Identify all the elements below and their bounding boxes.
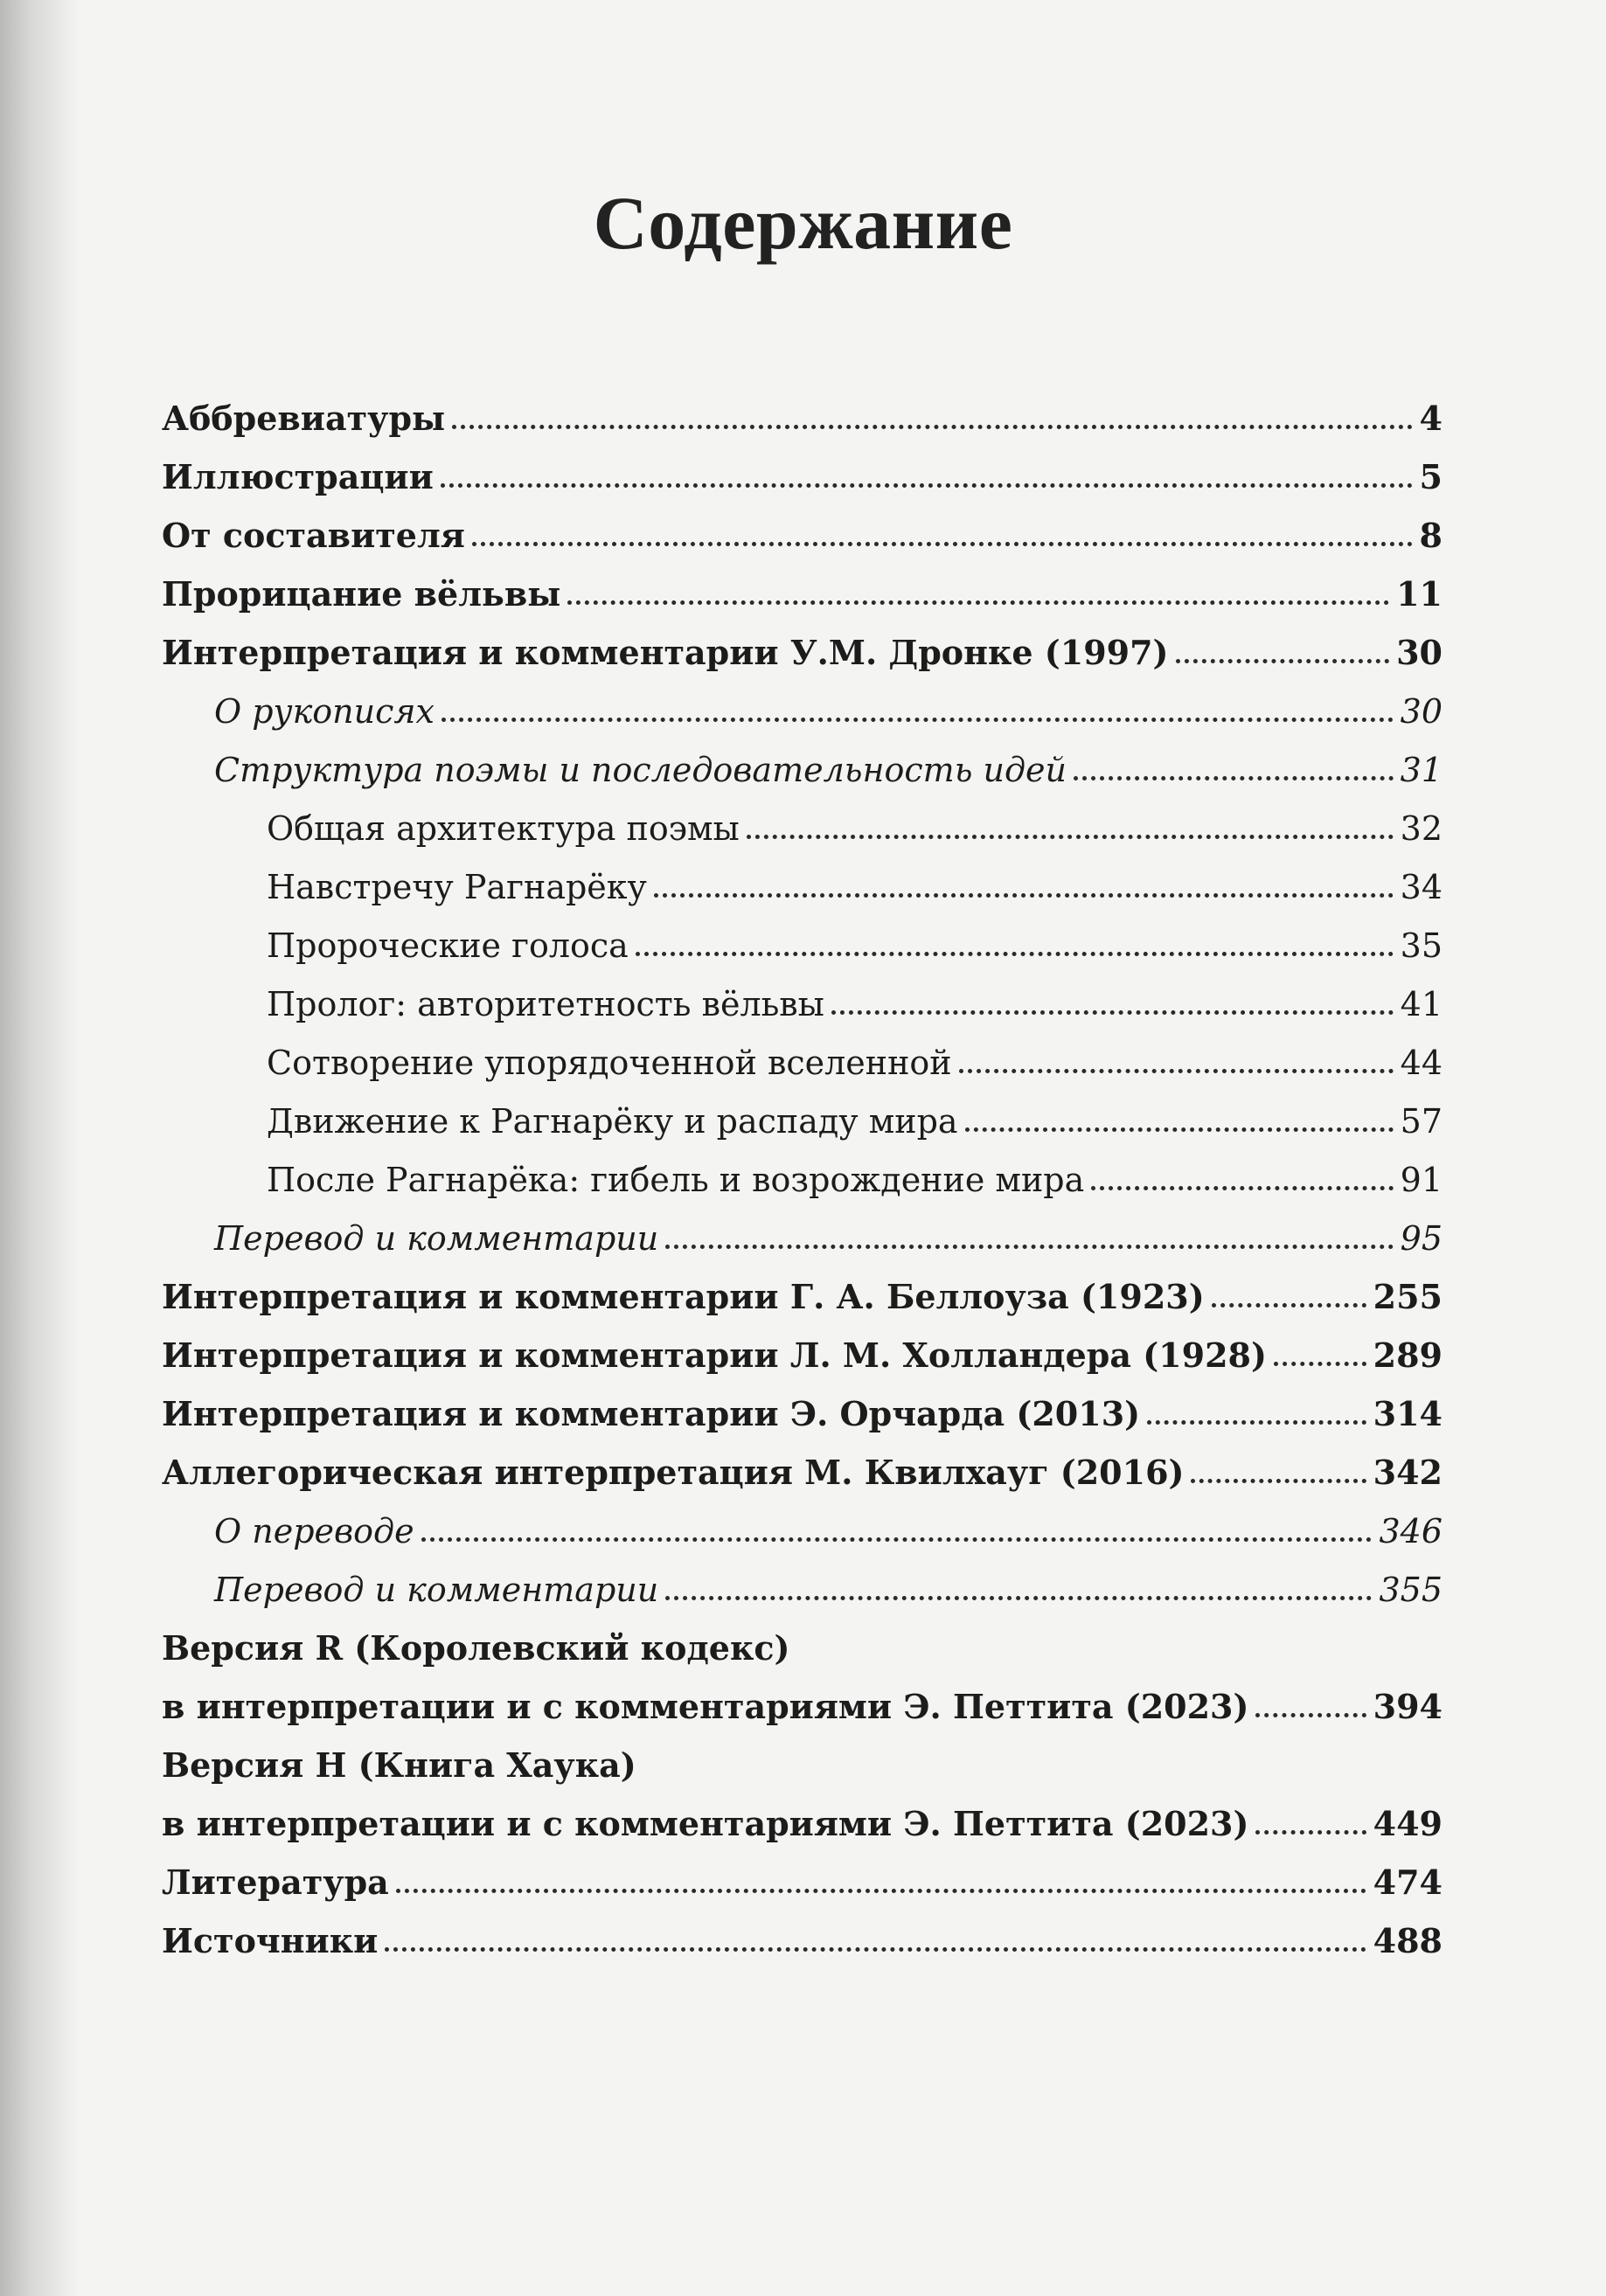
- toc-entry-label: Пролог: авторитетность вёльвы: [267, 985, 824, 1023]
- toc-entry: [267, 790, 1443, 849]
- toc-entry: [214, 1493, 1443, 1551]
- toc-entry-label: Прорицание вёльвы: [162, 574, 561, 614]
- dot-leader: [959, 1069, 1394, 1073]
- toc-entry: [214, 732, 1443, 790]
- toc-page-number: 449: [1373, 1804, 1443, 1843]
- dot-leader: [396, 1889, 1366, 1893]
- dot-leader: [567, 600, 1389, 605]
- toc-entry: [267, 966, 1443, 1024]
- toc-page-number: 30: [1400, 692, 1443, 731]
- dot-leader: [441, 483, 1413, 488]
- toc-entry-label: Навстречу Рагнарёку: [267, 868, 647, 906]
- toc-page-number: 474: [1373, 1862, 1443, 1902]
- dot-leader: [441, 718, 1394, 722]
- dot-leader: [747, 835, 1394, 839]
- toc-entry-heading: [162, 1727, 1443, 1786]
- dot-leader: [665, 1596, 1372, 1600]
- toc-page-number: 5: [1419, 457, 1443, 496]
- toc-entry: [162, 380, 1443, 439]
- toc-entry-label: От составителя: [162, 516, 465, 555]
- table-of-contents: [0, 380, 1606, 1961]
- toc-entry-label: Общая архитектура поэмы: [267, 809, 740, 848]
- dot-leader: [1091, 1186, 1393, 1190]
- toc-entry: [267, 1141, 1443, 1200]
- toc-entry-label: О рукописях: [214, 692, 435, 731]
- toc-entry-label: Иллюстрации: [162, 457, 434, 496]
- toc-entry: [162, 1668, 1443, 1727]
- toc-entry-label: Перевод и комментарии: [214, 1219, 659, 1258]
- toc-entry: [162, 1317, 1443, 1376]
- dot-leader: [1147, 1420, 1366, 1425]
- toc-entry-label: Версия R (Королевский кодекс): [162, 1628, 790, 1668]
- toc-page-number: 35: [1400, 926, 1443, 965]
- toc-page-number: 41: [1400, 985, 1443, 1023]
- toc-entry-label: в интерпретации и с комментариями Э. Петтита (2023): [162, 1804, 1249, 1843]
- toc-entry-label: Пророческие голоса: [267, 926, 629, 965]
- dot-leader: [1176, 659, 1390, 663]
- toc-entry: [162, 1903, 1443, 1961]
- toc-page-number: 95: [1400, 1219, 1443, 1258]
- toc-entry: [162, 497, 1443, 556]
- toc-entry-label: Структура поэмы и последовательность идей: [214, 751, 1067, 789]
- toc-page-number: 342: [1373, 1453, 1443, 1492]
- toc-page-number: 394: [1373, 1687, 1443, 1726]
- toc-page-number: 314: [1373, 1394, 1443, 1433]
- toc-entry-heading: [162, 1610, 1443, 1668]
- dot-leader: [385, 1947, 1366, 1952]
- dot-leader: [1274, 1362, 1366, 1366]
- toc-page-number: 57: [1400, 1102, 1443, 1141]
- toc-page-number: 346: [1379, 1512, 1443, 1550]
- toc-entry-label: После Рагнарёка: гибель и возрождение мира: [267, 1161, 1085, 1199]
- toc-page-number: 44: [1400, 1044, 1443, 1082]
- toc-entry: [267, 1024, 1443, 1083]
- dot-leader: [421, 1537, 1373, 1542]
- toc-entry-label: Источники: [162, 1921, 379, 1960]
- toc-page-number: 31: [1400, 751, 1443, 789]
- toc-entry-label: Интерпретация и комментарии Э. Орчарда (2013): [162, 1394, 1141, 1433]
- toc-entry-label: Интерпретация и комментарии Л. М. Холландера (1928): [162, 1335, 1267, 1375]
- toc-entry-label: Литература: [162, 1862, 389, 1902]
- dot-leader: [965, 1127, 1394, 1132]
- toc-page-number: 11: [1396, 574, 1443, 614]
- toc-page-number: 34: [1400, 868, 1443, 906]
- toc-entry-label: Интерпретация и комментарии У.М. Дронке (1997): [162, 633, 1169, 672]
- toc-entry-label: Аббревиатуры: [162, 399, 446, 438]
- dot-leader: [1255, 1713, 1366, 1717]
- toc-entry-label: Аллегорическая интерпретация М. Квилхауг (2016): [162, 1453, 1185, 1492]
- toc-entry: [162, 1376, 1443, 1434]
- toc-entry-label: Движение к Рагнарёку и распаду мира: [267, 1102, 958, 1141]
- toc-entry: [162, 1786, 1443, 1844]
- toc-entry: [162, 1259, 1443, 1317]
- toc-page-number: 4: [1419, 399, 1443, 438]
- dot-leader: [654, 893, 1394, 898]
- dot-leader: [472, 542, 1413, 546]
- toc-entry-label: Перевод и комментарии: [214, 1571, 659, 1609]
- toc-entry: [162, 439, 1443, 497]
- toc-page-number: 255: [1373, 1277, 1443, 1316]
- toc-entry: [162, 1434, 1443, 1493]
- toc-entry: [162, 1844, 1443, 1903]
- dot-leader: [665, 1245, 1393, 1249]
- toc-page-number: 32: [1400, 809, 1443, 848]
- toc-page-number: 30: [1396, 633, 1443, 672]
- toc-page-number: 355: [1379, 1571, 1443, 1609]
- dot-leader: [831, 1010, 1394, 1015]
- dot-leader: [1212, 1303, 1366, 1308]
- toc-page-number: 488: [1373, 1921, 1443, 1960]
- toc-entry: [214, 673, 1443, 732]
- toc-entry: [214, 1551, 1443, 1610]
- dot-leader: [1255, 1830, 1366, 1835]
- toc-page-number: 289: [1373, 1335, 1443, 1375]
- toc-entry-label: О переводе: [214, 1512, 414, 1550]
- toc-entry: [267, 907, 1443, 966]
- toc-entry-label: Сотворение упорядоченной вселенной: [267, 1044, 952, 1082]
- dot-leader: [636, 952, 1394, 956]
- toc-entry-label: в интерпретации и с комментариями Э. Петтита (2023): [162, 1687, 1249, 1726]
- toc-entry: [162, 556, 1443, 614]
- toc-entry-label: Интерпретация и комментарии Г. А. Беллоуза (1923): [162, 1277, 1205, 1316]
- toc-entry: [214, 1200, 1443, 1259]
- page-title: Содержание: [593, 181, 1013, 265]
- toc-entry: [162, 614, 1443, 673]
- toc-page-number: 91: [1400, 1161, 1443, 1199]
- dot-leader: [1074, 776, 1394, 780]
- dot-leader: [452, 425, 1412, 429]
- toc-entry: [267, 1083, 1443, 1141]
- toc-entry: [267, 849, 1443, 907]
- dot-leader: [1191, 1479, 1366, 1483]
- toc-page-number: 8: [1419, 516, 1443, 555]
- toc-entry-label: Версия H (Книга Хаука): [162, 1745, 636, 1785]
